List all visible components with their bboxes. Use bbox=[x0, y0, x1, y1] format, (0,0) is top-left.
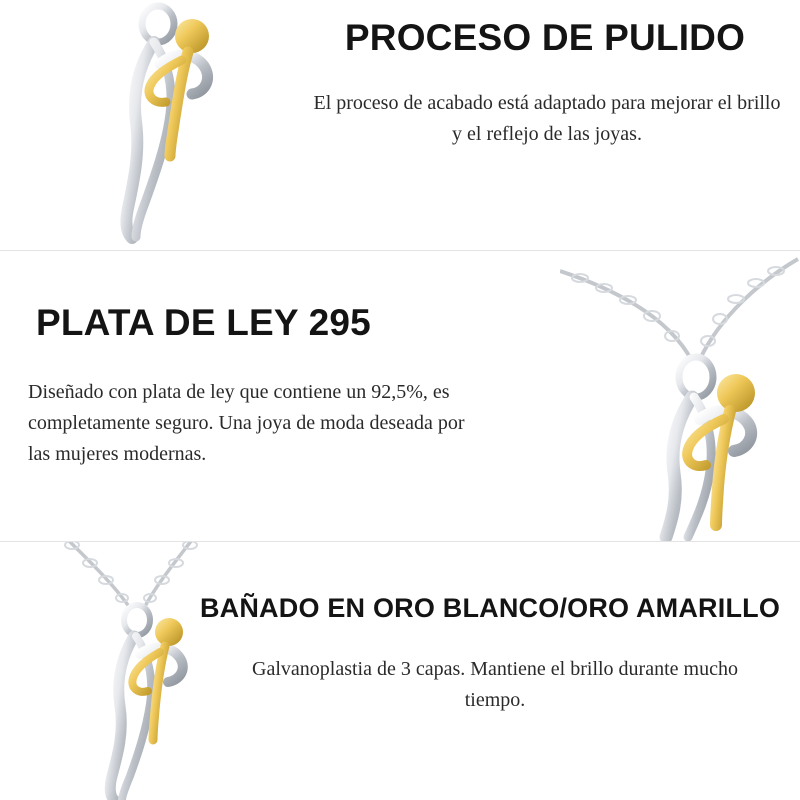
section-silver-body: Diseñado con plata de ley que contiene un 92,5%, es completamente seguro. Una joya de moda deseada por las mujeres modernas. bbox=[28, 381, 465, 465]
silver-gold-dancer-pendant-necklace-image bbox=[50, 542, 270, 800]
section-polishing-heading: PROCESO DE PULIDO bbox=[344, 17, 746, 58]
silver-gold-dancer-pendant-image bbox=[70, 0, 270, 249]
silver-gold-dancer-pendant-on-chain-image bbox=[560, 251, 800, 541]
section-silver-heading: PLATA DE LEY 295 bbox=[36, 302, 371, 343]
section-plated-heading: BAÑADO EN ORO BLANCO/ORO AMARILLO bbox=[199, 593, 781, 623]
section-polishing-body: El proceso de acabado está adaptado para mejorar el brillo y el reflejo de las joyas. bbox=[313, 92, 781, 145]
section-plated bbox=[0, 542, 800, 800]
section-polishing bbox=[0, 0, 800, 250]
section-silver bbox=[0, 251, 800, 541]
section-plated-body: Galvanoplastia de 3 capas. Mantiene el brillo durante mucho tiempo. bbox=[252, 658, 738, 711]
